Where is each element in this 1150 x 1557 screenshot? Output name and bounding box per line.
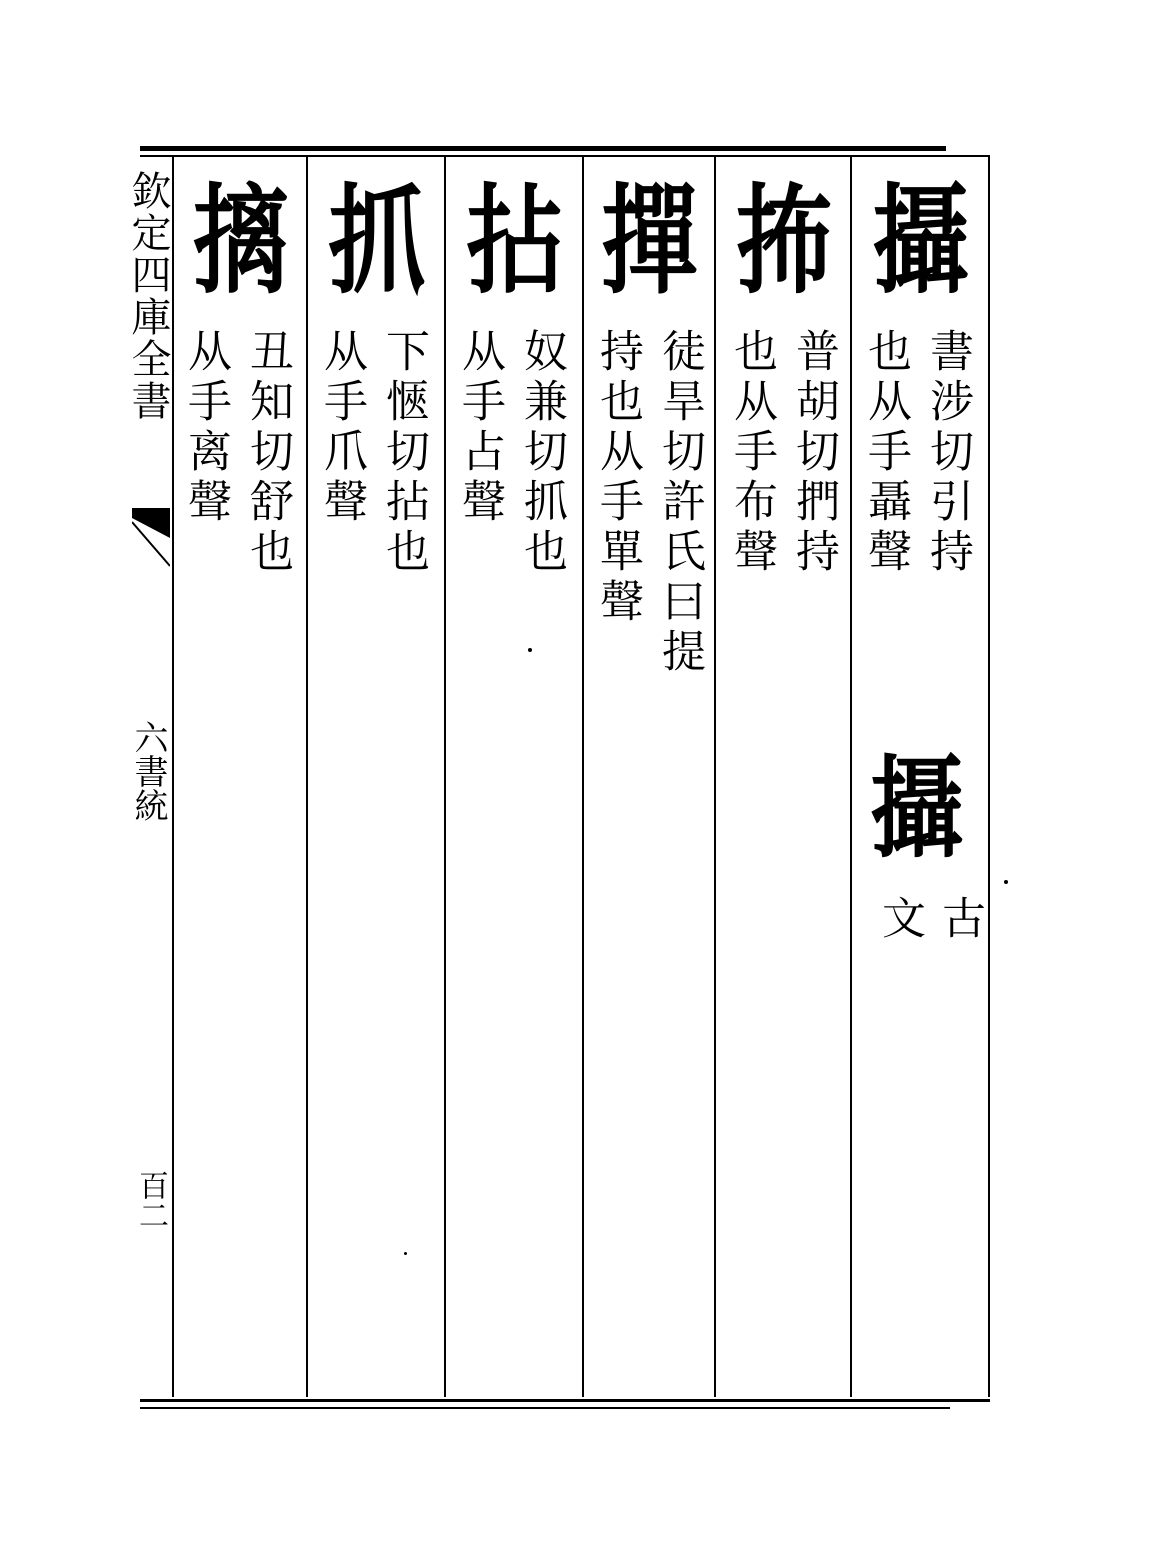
page-margin-column bbox=[118, 160, 170, 1395]
gloss bbox=[308, 328, 434, 1028]
gloss-line: 从手爪聲 bbox=[316, 328, 367, 528]
gloss-line: 丑知切舒也 bbox=[242, 328, 293, 578]
ancient-label: 文 bbox=[874, 895, 925, 939]
gloss bbox=[172, 328, 298, 1028]
ancient-form bbox=[852, 730, 982, 873]
gloss-line: 書涉切引持 bbox=[922, 328, 973, 578]
entry-1 bbox=[852, 160, 988, 1390]
seal-character: 抪 bbox=[735, 171, 831, 310]
entry-5 bbox=[308, 160, 444, 1390]
entry-4 bbox=[446, 160, 582, 1390]
scan-speck bbox=[528, 648, 532, 652]
entry-2 bbox=[716, 160, 850, 1390]
ancient-label: 古 bbox=[934, 895, 985, 939]
scan-speck bbox=[404, 1252, 407, 1255]
gloss bbox=[716, 328, 844, 1028]
seal-character: 拈 bbox=[466, 171, 562, 310]
top-border-thin bbox=[140, 155, 990, 157]
gloss-line: 持也从手單聲 bbox=[592, 328, 643, 628]
gloss-line: 普胡切捫持 bbox=[788, 328, 839, 578]
seal-character: 摛 bbox=[192, 171, 288, 310]
gloss-line: 从手离聲 bbox=[180, 328, 231, 528]
gloss-line: 下愜切拈也 bbox=[378, 328, 429, 578]
scan-speck bbox=[1004, 880, 1008, 884]
entry-6 bbox=[174, 160, 306, 1390]
seal-character: 撣 bbox=[601, 171, 697, 310]
gloss-line: 也从手聶聲 bbox=[860, 328, 911, 578]
fish-tail-mark bbox=[132, 508, 170, 568]
entry-3 bbox=[584, 160, 714, 1390]
bottom-border-thin bbox=[140, 1407, 950, 1409]
gloss-line: 奴兼切抓也 bbox=[516, 328, 567, 578]
top-border-thick bbox=[140, 146, 946, 151]
work-title: 六書統 bbox=[128, 720, 168, 822]
seal-character: 攝 bbox=[872, 171, 968, 310]
page-number: 百二 bbox=[133, 1170, 168, 1230]
bottom-border-thick bbox=[140, 1399, 990, 1402]
gloss-line: 也从手布聲 bbox=[726, 328, 777, 578]
gloss-line: 徒旱切許氏曰提 bbox=[654, 328, 705, 678]
book-title: 欽定四庫全書 bbox=[125, 170, 171, 422]
gloss bbox=[446, 328, 572, 1028]
seal-character: 抓 bbox=[328, 171, 424, 310]
right-border bbox=[988, 157, 990, 1397]
gloss-line: 从手占聲 bbox=[454, 328, 505, 528]
ancient-form-glyph: 攝 bbox=[870, 744, 964, 873]
gloss bbox=[584, 328, 710, 1028]
